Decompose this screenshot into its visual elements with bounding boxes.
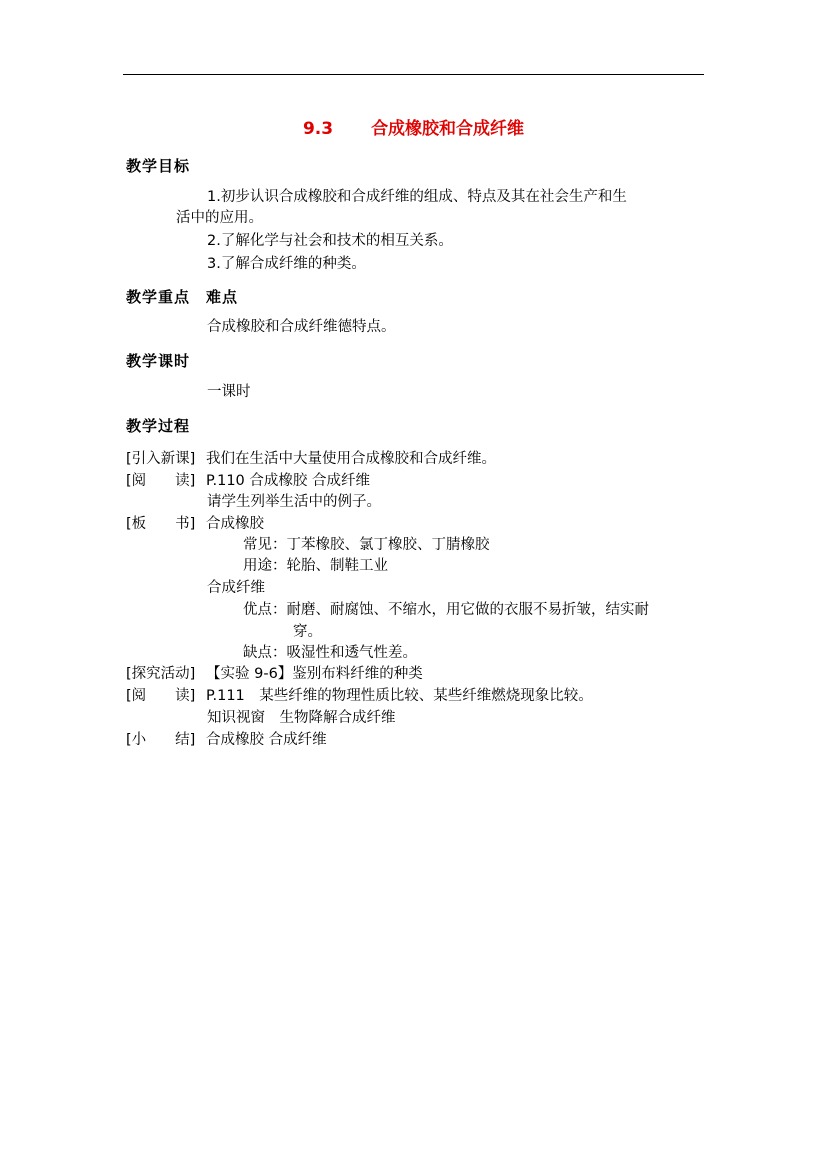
knowledge-window: 知识视窗 生物降解合成纤维 (207, 710, 396, 726)
explore-line (126, 664, 423, 684)
goal-item-1-cont: 活中的应用。 (176, 210, 263, 226)
board-text: 合成橡胶 (206, 516, 264, 532)
explore-label: [探究活动] (126, 666, 196, 682)
read1-label: [阅 读] (126, 473, 196, 489)
header-rule (123, 74, 704, 75)
hours-text: 一课时 (207, 384, 251, 400)
intro-text: 我们在生活中大量使用合成橡胶和合成纤维。 (206, 451, 496, 467)
intro-label: [引入新课] (126, 451, 196, 467)
fiber-disadvantages: 缺点：吸湿性和透气性差。 (243, 645, 417, 661)
summary-text: 合成橡胶 合成纤维 (206, 732, 327, 748)
board-label: [板 书] (126, 516, 196, 532)
key-points-text: 合成橡胶和合成纤维德特点。 (207, 319, 396, 335)
read1-text: P.110 合成橡胶 合成纤维 (206, 473, 370, 489)
goal-item-1: 1.初步认识合成橡胶和合成纤维的组成、特点及其在社会生产和生 (207, 189, 627, 205)
summary-label: [小 结] (126, 732, 196, 748)
key-points-heading: 教学重点 难点 (126, 288, 239, 306)
section-title: 合成橡胶和合成纤维 (371, 119, 525, 139)
read1-sub: 请学生列举生活中的例子。 (207, 494, 381, 510)
fiber-heading: 合成纤维 (207, 580, 265, 596)
explore-text: 【实验 9-6】鉴别布料纤维的种类 (206, 666, 423, 682)
board-line (126, 514, 264, 534)
intro-line (126, 449, 496, 469)
goal-item-2: 2.了解化学与社会和技术的相互关系。 (207, 233, 453, 249)
read2-line (126, 686, 593, 706)
summary-line (126, 730, 327, 750)
hours-heading: 教学课时 (126, 352, 191, 370)
section-number: 9.3 (302, 119, 334, 139)
fiber-advantages: 优点：耐磨、耐腐蚀、不缩水，用它做的衣服不易折皱，结实耐 (243, 602, 649, 618)
goals-heading: 教学目标 (126, 157, 191, 175)
read1-line (126, 471, 370, 491)
rubber-common: 常见：丁苯橡胶、氯丁橡胶、丁腈橡胶 (243, 537, 490, 553)
page-title (0, 114, 827, 139)
read2-label: [阅 读] (126, 688, 196, 704)
fiber-advantages-cont: 穿。 (293, 624, 322, 640)
read2-text: P.111 某些纤维的物理性质比较、某些纤维燃烧现象比较。 (206, 688, 593, 704)
process-heading: 教学过程 (126, 417, 191, 435)
rubber-use: 用途：轮胎、制鞋工业 (243, 558, 388, 574)
goal-item-3: 3.了解合成纤维的种类。 (207, 256, 366, 272)
